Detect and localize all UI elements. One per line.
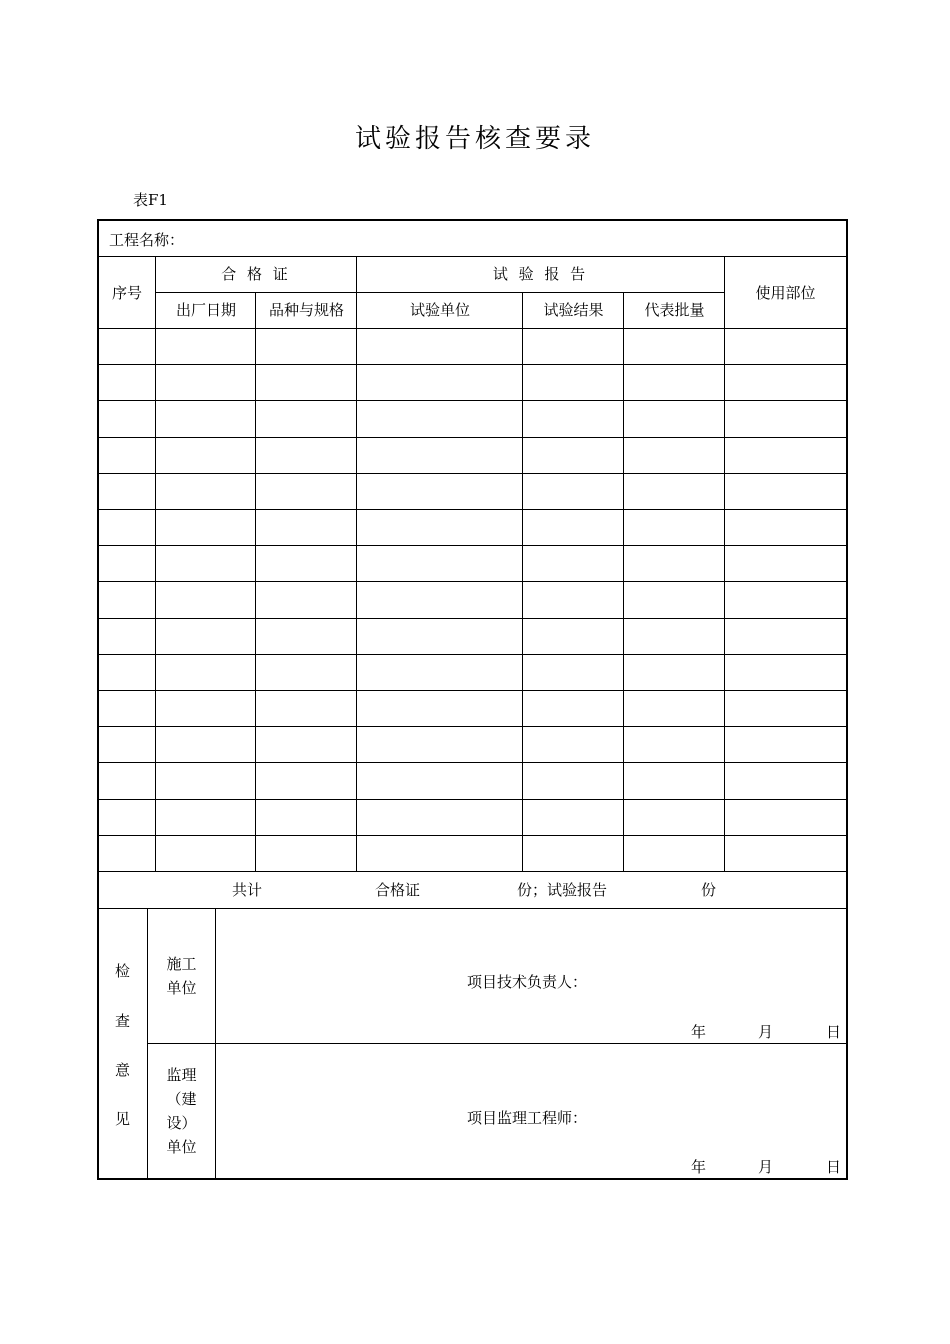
divider: [99, 908, 846, 909]
header-test-result: 试验结果: [543, 301, 604, 319]
table-row: [99, 545, 846, 581]
construction-year: 年: [691, 1023, 707, 1041]
construction-day: 日: [826, 1023, 842, 1041]
divider: [147, 1043, 846, 1044]
supervision-day: 日: [826, 1158, 842, 1176]
inspection-char: 检: [115, 962, 131, 980]
supervision-signer: 项目监理工程师：: [467, 1109, 588, 1127]
supervision-unit-line: 监理: [166, 1066, 197, 1084]
divider: [99, 256, 846, 257]
construction-signer: 项目技术负责人：: [467, 973, 588, 991]
row-line: [99, 871, 846, 872]
header-subdivider: [156, 292, 725, 293]
header-test-unit: 试验单位: [409, 301, 470, 319]
table-row: [99, 400, 846, 436]
header-test-report: 试 验 报 告: [492, 265, 589, 283]
supervision-year: 年: [691, 1158, 707, 1176]
construction-month: 月: [758, 1023, 774, 1041]
header-batch-qty: 代表批量: [644, 301, 705, 319]
page-title: 试验报告核查要录: [354, 124, 595, 154]
inspection-char: 查: [115, 1012, 131, 1030]
total-label: 共计: [232, 881, 263, 899]
table-row: [99, 328, 846, 364]
project-name-label: 工程名称：: [109, 231, 185, 249]
table-row: [99, 581, 846, 617]
supervision-unit-line: 单位: [166, 1138, 197, 1156]
header-factory-date: 出厂日期: [175, 301, 236, 319]
inspection-char: 意: [115, 1061, 131, 1079]
inspection-char: 见: [115, 1110, 131, 1128]
header-variety-spec: 品种与规格: [268, 301, 344, 319]
table-row: [99, 473, 846, 509]
inspection-form-table: [97, 219, 848, 1180]
table-row: [99, 654, 846, 690]
table-row: [99, 437, 846, 473]
construction-unit-label: [148, 952, 215, 1000]
supervision-month: 月: [758, 1158, 774, 1176]
table-row: [99, 509, 846, 545]
total-cert-label: 合格证: [375, 881, 421, 899]
supervision-unit-line: （建: [166, 1090, 197, 1108]
header-certificate: 合 格 证: [221, 265, 291, 283]
total-copies: 份: [701, 881, 717, 899]
construction-unit-line: 施工: [166, 955, 197, 973]
table-row: [99, 690, 846, 726]
table-row: [99, 799, 846, 835]
supervision-unit-line: 设）: [166, 1114, 197, 1132]
table-row: [99, 762, 846, 798]
table-row: [99, 618, 846, 654]
header-seq: 序号: [111, 284, 142, 302]
table-row: [99, 835, 846, 871]
form-number: 表F1: [133, 191, 168, 209]
supervision-unit-label: [148, 1063, 215, 1159]
header-use-location: 使用部位: [755, 284, 816, 302]
table-row: [99, 364, 846, 400]
table-row: [99, 726, 846, 762]
construction-unit-line: 单位: [166, 979, 197, 997]
total-copies-test-report: 份；试验报告: [517, 881, 608, 899]
